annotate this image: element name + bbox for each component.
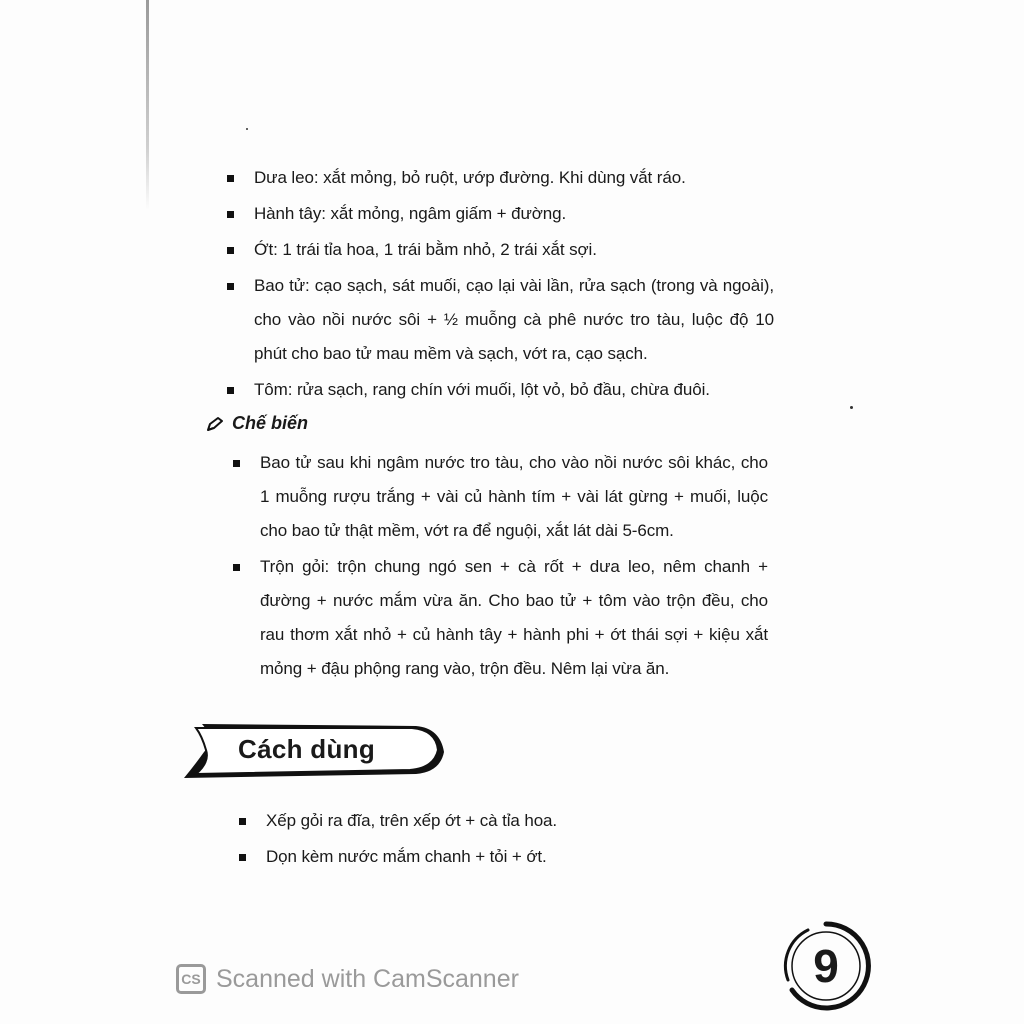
bullet-square-icon	[239, 854, 246, 861]
bullet-square-icon	[239, 818, 246, 825]
list-item	[254, 197, 774, 231]
bullet-square-icon	[227, 175, 234, 182]
scan-speck	[246, 128, 248, 130]
processing-list	[260, 446, 768, 686]
list-item	[260, 550, 768, 686]
processing-heading	[206, 413, 308, 434]
bullet-square-icon	[233, 460, 240, 467]
list-item	[266, 804, 746, 838]
watermark-text: Scanned with CamScanner	[216, 964, 519, 993]
page-number: 9	[813, 940, 839, 992]
list-item	[254, 269, 774, 371]
list-item-text: Bao tử sau khi ngâm nước tro tàu, cho vào nồi nước sôi khác, cho 1 muỗng rượu trắng + vài củ hành tím + vài lát gừng + muối, luộc cho bao tử thật mềm, vớt ra để nguội, xắt lát dài 5-6cm.	[260, 453, 768, 540]
list-item-text: Dọn kèm nước mắm chanh + tỏi + ớt.	[266, 847, 547, 866]
list-item-text: Xếp gỏi ra đĩa, trên xếp ớt + cà tỉa hoa.	[266, 811, 558, 830]
list-item	[254, 161, 774, 195]
page-number-badge	[778, 918, 874, 1014]
list-item	[266, 840, 746, 874]
bullet-square-icon	[227, 211, 234, 218]
bullet-square-icon	[233, 564, 240, 571]
list-item	[260, 446, 768, 548]
list-item-text: Ớt: 1 trái tỉa hoa, 1 trái bằm nhỏ, 2 trái xắt sợi.	[254, 240, 597, 259]
list-item	[254, 233, 774, 267]
usage-heading: Cách dùng	[238, 734, 376, 764]
list-item-text: Hành tây: xắt mỏng, ngâm giấm + đường.	[254, 204, 567, 223]
usage-banner	[182, 722, 447, 780]
list-item	[254, 373, 774, 407]
scan-speck	[850, 406, 853, 409]
pen-icon	[206, 416, 224, 432]
bullet-square-icon	[227, 387, 234, 394]
prep-list	[254, 161, 774, 407]
list-item-text: Dưa leo: xắt mỏng, bỏ ruột, ướp đường. Khi dùng vắt ráo.	[254, 168, 686, 187]
camscanner-watermark	[176, 964, 519, 994]
usage-list	[266, 804, 746, 874]
bullet-square-icon	[227, 283, 234, 290]
processing-heading-text: Chế biến	[232, 413, 309, 433]
list-item-text: Trộn gỏi: trộn chung ngó sen + cà rốt + dưa leo, nêm chanh + đường + nước mắm vừa ăn. Cho bao tử + tôm vào trộn đều, cho rau thơm xắt nhỏ + củ hành tây + hành phi + ớt thái sợi + kiệu xắt mỏng + đậu phộng rang vào, trộn đều. Nêm lại vừa ăn.	[260, 557, 768, 678]
spine-shadow	[146, 0, 149, 210]
camscanner-logo-icon: CS	[176, 964, 206, 994]
bullet-square-icon	[227, 247, 234, 254]
list-item-text: Bao tử: cạo sạch, sát muối, cạo lại vài lần, rửa sạch (trong và ngoài), cho vào nồi nước sôi + ½ muỗng cà phê nước tro tàu, luộc độ 10 phút cho bao tử mau mềm và sạch, vớt ra, cạo sạch.	[254, 276, 774, 363]
list-item-text: Tôm: rửa sạch, rang chín với muối, lột vỏ, bỏ đầu, chừa đuôi.	[254, 380, 710, 399]
